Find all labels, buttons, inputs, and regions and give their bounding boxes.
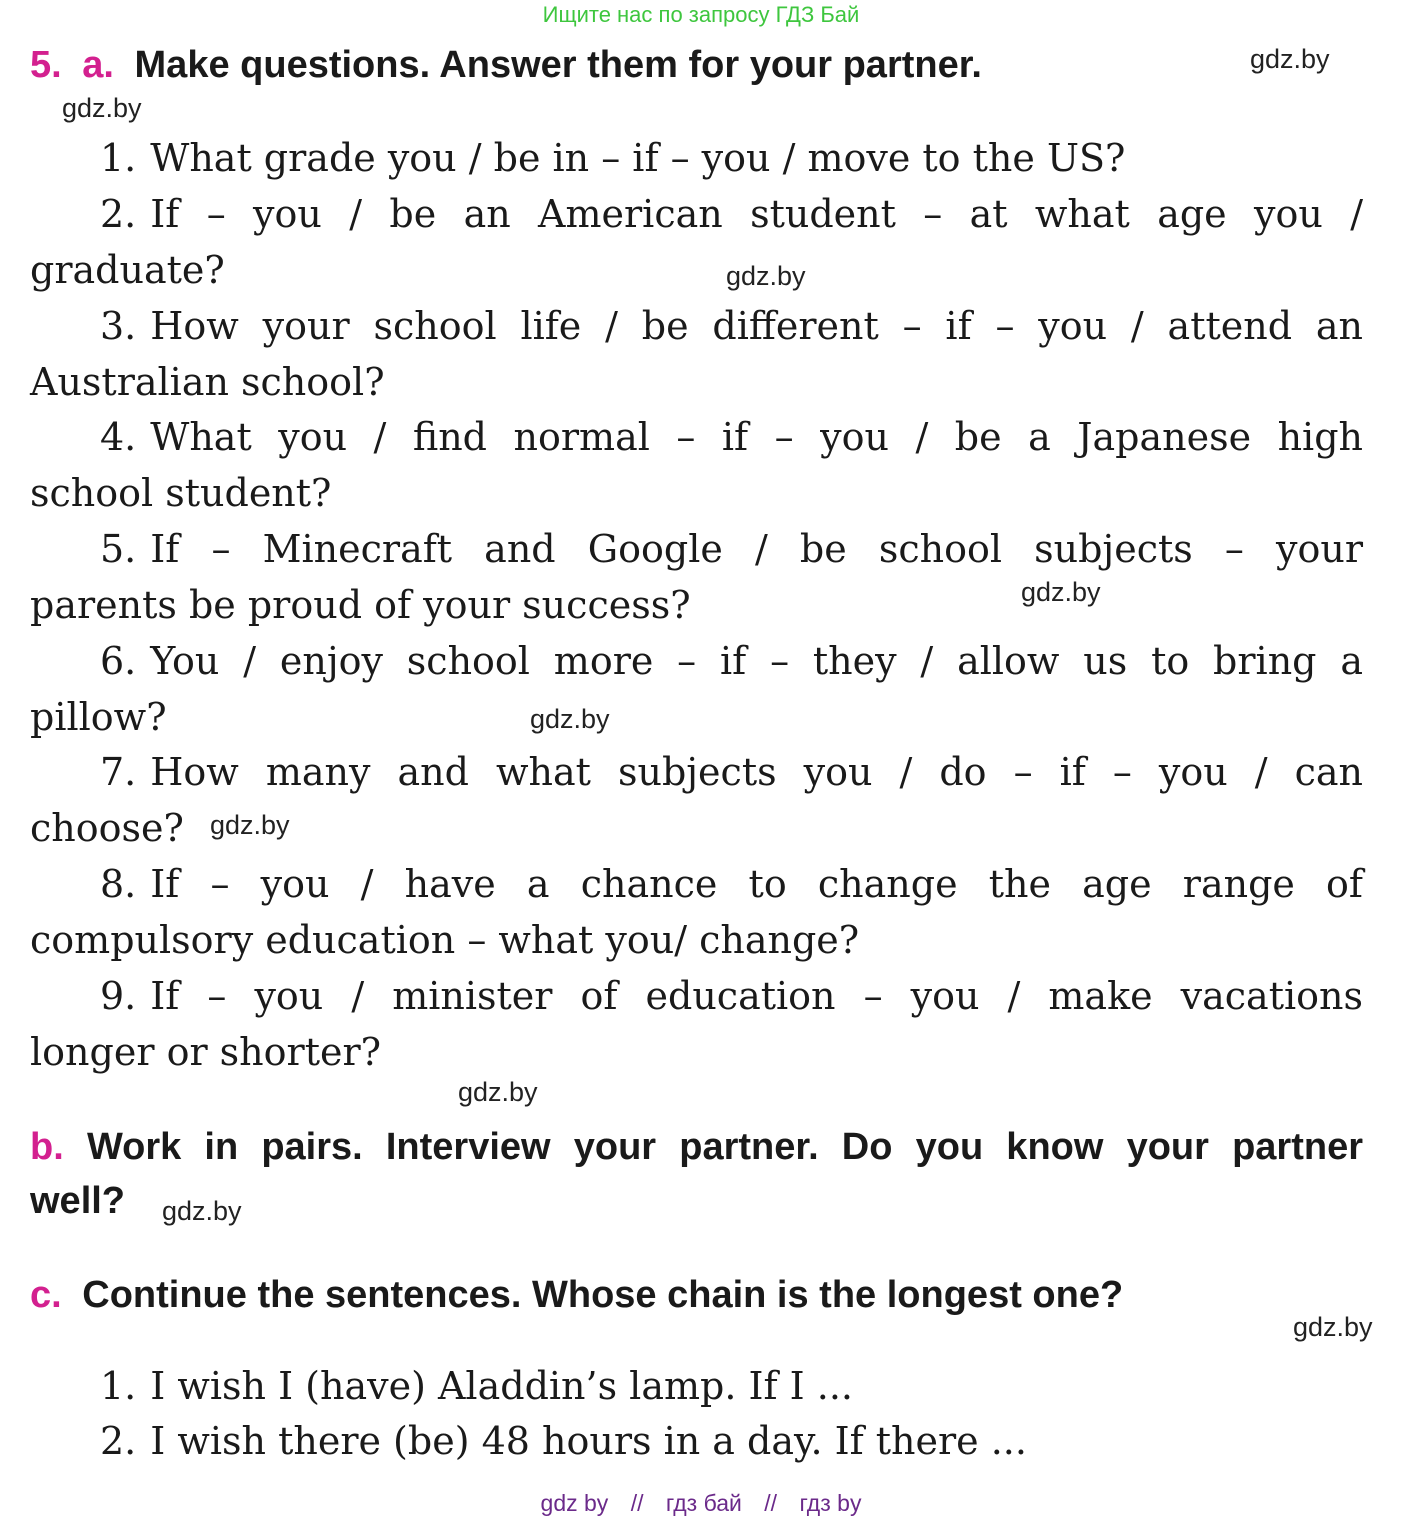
footer-link-2[interactable]: гдз бай: [665, 1490, 742, 1516]
footer-separator: //: [764, 1490, 778, 1516]
part-c-instruction: Continue the sentences. Whose chain is the longest one?: [82, 1274, 1124, 1316]
item-1-text: What grade you / be in – if – you / move to the US?: [150, 136, 1126, 180]
item-2-line-1: [100, 192, 1363, 236]
part-c-item-2-number: 2.: [100, 1419, 137, 1463]
item-1-line-1: [100, 136, 1125, 180]
item-3-number: 3.: [100, 304, 137, 348]
exercise-number: 5.: [30, 44, 62, 86]
part-a-instruction: Make questions. Answer them for your partner.: [134, 44, 982, 86]
part-b-heading-line-2: well?: [30, 1180, 126, 1222]
item-8-text: If – you / have a chance to change the age range of: [150, 862, 1363, 906]
search-banner[interactable]: Ищите нас по запросу ГДЗ Бай: [542, 2, 860, 27]
item-1-number: 1.: [100, 136, 137, 180]
item-4-number: 4.: [100, 415, 137, 459]
item-2-text: If – you / be an American student – at what age you /: [150, 192, 1363, 236]
item-2-line-2: graduate?: [30, 248, 225, 292]
watermark: gdz.by: [1250, 44, 1330, 74]
part-c-item-1-number: 1.: [100, 1364, 137, 1408]
item-3-line-1: [100, 304, 1363, 348]
item-6-text: You / enjoy school more – if – they / allow us to bring a: [150, 639, 1363, 683]
item-9-text: If – you / minister of education – you / make vacations: [150, 974, 1363, 1018]
watermark: gdz.by: [62, 93, 142, 123]
item-8-number: 8.: [100, 862, 137, 906]
item-4-line-1: [100, 415, 1363, 459]
part-b-instruction: Work in pairs. Interview your partner. Do you know your partner: [86, 1126, 1363, 1168]
item-7-line-2: choose?: [30, 806, 184, 850]
watermark: gdz.by: [458, 1077, 538, 1107]
item-7-number: 7.: [100, 750, 137, 794]
item-2-number: 2.: [100, 192, 137, 236]
item-4-line-2: school student?: [30, 471, 332, 515]
part-c-item-1-text: I wish I (have) Aladdin’s lamp. If I ...: [150, 1364, 853, 1408]
item-7-text: How many and what subjects you / do – if – you / can: [150, 750, 1363, 794]
item-6-line-2: pillow?: [30, 695, 167, 739]
part-c-heading: [30, 1274, 1123, 1317]
footer-link-1[interactable]: gdz by: [540, 1490, 609, 1516]
item-5-number: 5.: [100, 527, 137, 571]
footer-link-3[interactable]: гдз by: [799, 1490, 862, 1516]
watermark: gdz.by: [162, 1196, 242, 1226]
exercise-heading-a: [30, 44, 982, 87]
part-c-item-2: [100, 1419, 1027, 1463]
item-5-line-1: [100, 527, 1363, 571]
item-9-line-2: longer or shorter?: [30, 1030, 381, 1074]
item-6-number: 6.: [100, 639, 137, 683]
item-9-number: 9.: [100, 974, 137, 1018]
watermark: gdz.by: [210, 810, 290, 840]
part-c-letter: c.: [30, 1274, 62, 1316]
item-4-text: What you / find normal – if – you / be a Japanese high: [150, 415, 1363, 459]
watermark: gdz.by: [1293, 1312, 1373, 1342]
item-6-line-1: [100, 639, 1363, 683]
part-c-item-2-text: I wish there (be) 48 hours in a day. If there ...: [150, 1419, 1027, 1463]
item-5-line-2: parents be proud of your success?: [30, 583, 691, 627]
item-8-line-1: [100, 862, 1363, 906]
item-8-line-2: compulsory education – what you/ change?: [30, 918, 860, 962]
part-c-item-1: [100, 1364, 853, 1408]
footer-separator: //: [630, 1490, 644, 1516]
footer-links: [0, 1490, 1402, 1517]
part-a-letter: a.: [82, 44, 114, 86]
watermark: gdz.by: [1021, 577, 1101, 607]
item-3-line-2: Australian school?: [30, 360, 385, 404]
part-b-letter: b.: [30, 1126, 64, 1168]
watermark: gdz.by: [726, 261, 806, 291]
item-5-text: If – Minecraft and Google / be school subjects – your: [150, 527, 1363, 571]
item-9-line-1: [100, 974, 1363, 1018]
part-b-heading: [30, 1126, 1363, 1169]
item-3-text: How your school life / be different – if – you / attend an: [150, 304, 1363, 348]
watermark: gdz.by: [530, 704, 610, 734]
item-7-line-1: [100, 750, 1363, 794]
